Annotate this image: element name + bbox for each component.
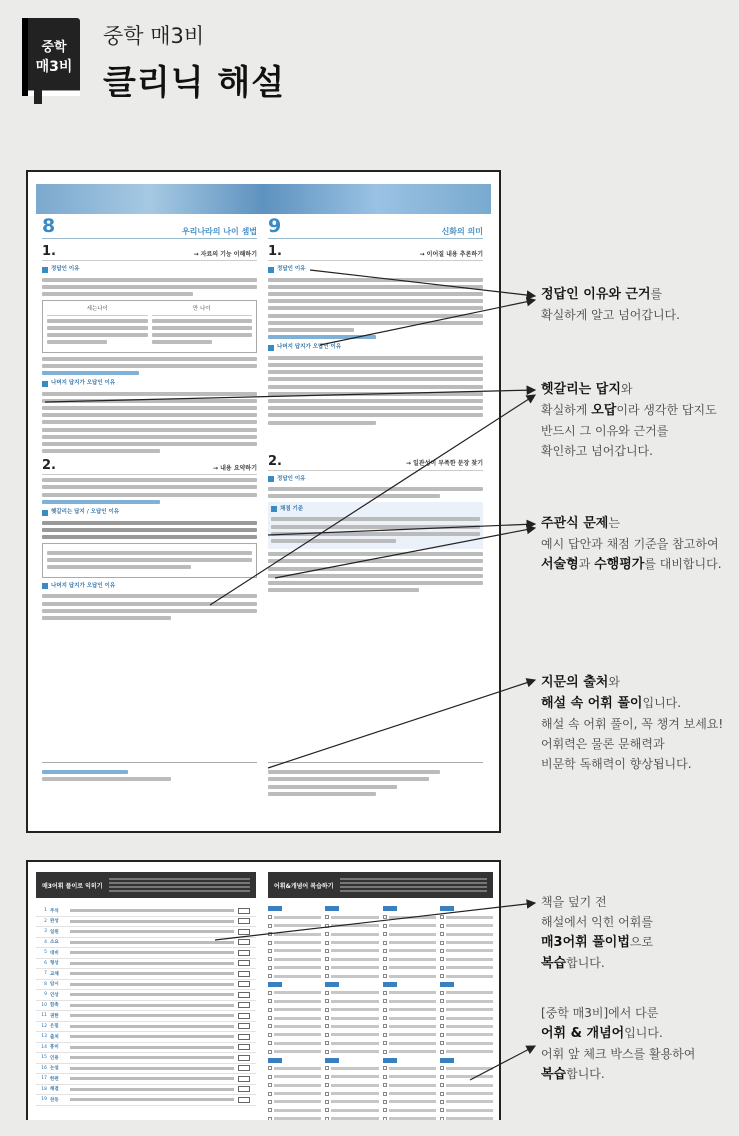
- a3-l3-rest: 를 대비합니다.: [644, 557, 722, 571]
- vocab-row: 7 교체: [36, 969, 256, 980]
- a3-b1: 서술형: [541, 557, 579, 572]
- a1-rest: 를: [650, 287, 663, 301]
- a2-line3: 반드시 그 이유와 근거를: [541, 424, 669, 438]
- question-number: 2.: [268, 453, 282, 469]
- vocab-row: 15 인용: [36, 1053, 256, 1064]
- vocab-word: 일원: [50, 929, 59, 935]
- a2-l2-bold: 오답: [591, 403, 617, 418]
- vocab-word: 해결: [50, 1087, 59, 1093]
- a2-rest: 와: [620, 382, 633, 396]
- vocab-row: 17 한편: [36, 1074, 256, 1085]
- table-header: 만 나이: [152, 305, 253, 316]
- vocab-row: 4 소요: [36, 938, 256, 949]
- header-title: 클리닉 해설: [103, 63, 286, 103]
- vocab-word: 흥미: [50, 1045, 59, 1051]
- a4-l2-rest: 입니다.: [642, 696, 682, 710]
- vocab-word: 함축: [50, 1003, 59, 1009]
- vocab-row: 19 찬동: [36, 1095, 256, 1106]
- a3-bold: 주관식 문제: [541, 516, 609, 531]
- a6-line1: [중학 매3비]에서 다룬: [541, 1006, 659, 1020]
- criteria-label-text: 채점 기준: [280, 505, 304, 512]
- answer-label-text: 정답인 이유: [51, 266, 80, 272]
- vocab-row: 1 주석: [36, 906, 256, 917]
- a3-line2: 예시 답안과 채점 기준을 참고하여: [541, 537, 719, 551]
- vocab-row: 18 해결: [36, 1085, 256, 1096]
- right-unit-title: 신화의 의미: [441, 226, 483, 236]
- left-unit-title: 우리나라의 나이 셈법: [181, 226, 257, 236]
- vocab-row: 2 완성: [36, 917, 256, 928]
- question-number: 1.: [268, 244, 282, 259]
- vocab-word: 인상: [50, 992, 59, 998]
- question-number: 2.: [42, 458, 56, 474]
- right-unit-number: 9: [268, 215, 282, 237]
- vocab-word: 형상: [50, 961, 59, 967]
- badge-line2: 매3비: [35, 59, 73, 75]
- a6-line3: 어휘 앞 체크 박스를 활용하여: [541, 1047, 696, 1061]
- arrow-a4: [268, 680, 535, 768]
- arrow-a3b: [275, 528, 535, 578]
- vocab-word: 암시: [50, 982, 59, 988]
- a1-line2: 확실하게 알고 넘어갑니다.: [541, 308, 680, 322]
- vocab-word: 완성: [50, 919, 59, 925]
- a5-bold: 매3어휘 풀이법: [541, 935, 630, 950]
- arrow-a3a: [268, 524, 535, 535]
- question-number: 1.: [42, 244, 56, 259]
- a4-rest: 와: [608, 675, 620, 689]
- vocab-word: 논설: [50, 1066, 59, 1072]
- a6-rest: 입니다.: [624, 1026, 663, 1040]
- a6-l4-rest: 합니다.: [566, 1067, 605, 1081]
- remaining-label-text: 나머지 답지가 오답인 이유: [51, 582, 116, 589]
- a2-bold: 헷갈리는 답지: [541, 382, 621, 397]
- a4-line4: 어휘력은 물론 문해력과: [541, 737, 665, 751]
- arrow-a2a: [45, 390, 535, 402]
- arrow-a6: [470, 1046, 535, 1080]
- remaining-label-text: 나머지 답지가 오답인 이유: [277, 344, 342, 351]
- remaining-label-text: 나머지 답지가 오답인 이유: [51, 379, 116, 386]
- vocab-row: 14 흥미: [36, 1043, 256, 1054]
- vocab-word: 권한: [50, 1013, 59, 1019]
- left-unit-number: 8: [42, 215, 56, 237]
- a2-line4: 확인하고 넘어갑니다.: [541, 444, 653, 458]
- a5-l4-rest: 합니다.: [566, 956, 605, 970]
- a5-line2: 해설에서 익힌 어휘를: [541, 915, 653, 929]
- a4-l2-bold: 해설 속 어휘 풀이: [541, 696, 643, 711]
- question-tag: → 일관성이 부족한 문장 찾기: [405, 460, 483, 468]
- vocab-word: 인용: [50, 1055, 59, 1061]
- vocab-word: 출처: [50, 1034, 59, 1040]
- a2-l2-rest: 이라 생각한 답지도: [616, 403, 717, 417]
- question-tag: → 내용 요약하기: [213, 464, 257, 472]
- a2-l2-pre: 확실하게: [541, 403, 592, 417]
- vocab-word: 소요: [50, 940, 59, 946]
- table-header: 세는나이: [47, 305, 148, 316]
- badge-line1: 중학: [41, 40, 67, 55]
- vocab-word: 한편: [50, 1076, 59, 1082]
- vocab-review-title: 어휘&개념어 복습하기: [274, 882, 334, 890]
- vocab-word: 주석: [50, 908, 59, 914]
- vocab-row: 16 논설: [36, 1064, 256, 1075]
- arrow-a1a: [310, 270, 535, 296]
- vocab-row: 6 형상: [36, 959, 256, 970]
- a3-mid: 과: [578, 557, 595, 571]
- answer-label-text: 정답인 이유: [277, 475, 306, 482]
- a6-l4-bold: 복습: [541, 1067, 567, 1082]
- vocab-row: 13 출처: [36, 1032, 256, 1043]
- arrow-a2b: [210, 395, 535, 605]
- vocab-word: 교체: [50, 971, 59, 977]
- a5-line1: 책을 덮기 전: [541, 895, 607, 909]
- a1-bold: 정답인 이유와 근거: [541, 287, 651, 302]
- question-tag: → 자료의 기능 이해하기: [193, 250, 257, 258]
- a4-line5: 비문학 독해력이 향상됩니다.: [541, 757, 692, 771]
- vocab-row: 12 은밀: [36, 1022, 256, 1033]
- vocab-row: 10 함축: [36, 1001, 256, 1012]
- vocab-word: 대비: [50, 950, 59, 956]
- vocab-row: 11 권한: [36, 1011, 256, 1022]
- header-subtitle: 중학 매3비: [103, 24, 205, 48]
- vocab-word: 은밀: [50, 1024, 59, 1030]
- wrong-label-text: 헷갈리는 답지 / 오답인 이유: [51, 508, 120, 515]
- answer-label-text: 정답인 이유: [277, 266, 306, 272]
- a5-rest: 으로: [629, 935, 654, 949]
- a4-line3: 해설 속 어휘 풀이, 꼭 챙겨 보세요!: [541, 717, 724, 731]
- a3-rest: 는: [608, 516, 620, 530]
- vocab-word: 찬동: [50, 1097, 59, 1103]
- a5-l4-bold: 복습: [541, 956, 567, 971]
- arrow-a1b: [320, 300, 535, 345]
- a3-b2: 수행평가: [594, 557, 645, 572]
- vocab-row: 3 일원: [36, 927, 256, 938]
- question-tag: → 이어질 내용 추론하기: [419, 250, 483, 258]
- vocab-row: 8 암시: [36, 980, 256, 991]
- a4-bold: 지문의 출처: [541, 675, 609, 690]
- a6-bold: 어휘 & 개념어: [541, 1026, 625, 1041]
- vocab-practice-title: 매3어휘 풀이로 익히기: [42, 882, 103, 890]
- vocab-row: 9 인상: [36, 990, 256, 1001]
- arrow-a5: [215, 903, 535, 940]
- vocab-row: 5 대비: [36, 948, 256, 959]
